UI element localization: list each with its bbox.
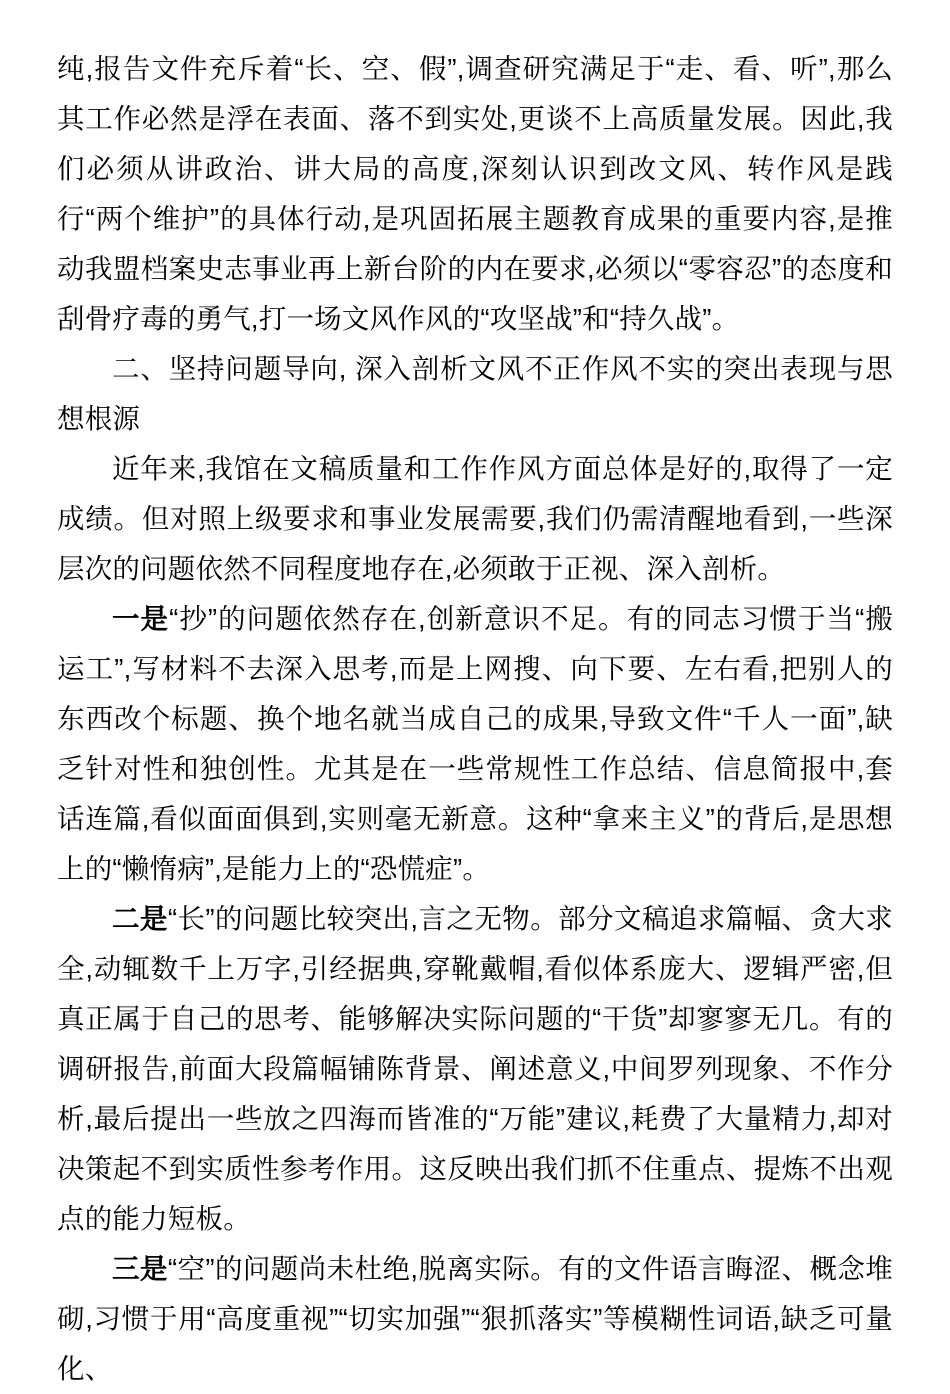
paragraph-point-one [57, 594, 893, 894]
paragraph-lead-label: 二是 [112, 903, 168, 934]
paragraph-text: 近年来,我馆在文稿质量和工作作风方面总体是好的,取得了一定成绩。但对照上级要求和事业发展需要,我们仍需清醒地看到,一些深层次的问题依然不同程度地存在,必须敢于正视、深入剖析。 [57, 453, 893, 584]
paragraph-point-three [57, 1244, 893, 1394]
paragraph-point-two [57, 894, 893, 1244]
paragraph-text: “空”的问题尚未杜绝,脱离实际。有的文件语言晦涩、概念堆砌,习惯于用“高度重视”“切实加强”“狠抓落实”等模糊性词语,缺乏可量化、 [57, 1253, 893, 1384]
paragraph-overview [57, 444, 893, 594]
paragraph-text: 纯,报告文件充斥着“长、空、假”,调查研究满足于“走、看、听”,那么其工作必然是浮在表面、落不到实处,更谈不上高质量发展。因此,我们必须从讲政治、讲大局的高度,深刻认识到改文风、转作风是践行“两个维护”的具体行动,是巩固拓展主题教育成果的重要内容,是推动我盟档案史志事业再上新台阶的内在要求,必须以“零容忍”的态度和刮骨疗毒的勇气,打一场文风作风的“攻坚战”和“持久战”。 [57, 53, 893, 334]
section-heading-two [57, 344, 893, 444]
paragraph-text: “长”的问题比较突出,言之无物。部分文稿追求篇幅、贪大求全,动辄数千上万字,引经据典,穿靴戴帽,看似体系庞大、逻辑严密,但真正属于自己的思考、能够解决实际问题的“干货”却寥寥无几。有的调研报告,前面大段篇幅铺陈背景、阐述意义,中间罗列现象、不作分析,最后提出一些放之四海而皆准的“万能”建议,耗费了大量精力,却对决策起不到实质性参考作用。这反映出我们抓不住重点、提炼不出观点的能力短板。 [57, 903, 893, 1234]
document-body [57, 44, 893, 1394]
paragraph-continuation [57, 44, 893, 344]
paragraph-lead-label: 一是 [112, 603, 170, 634]
section-heading-text: 二、坚持问题导向, 深入剖析文风不正作风不实的突出表现与思想根源 [57, 353, 893, 434]
paragraph-text: “抄”的问题依然存在,创新意识不足。有的同志习惯于当“搬运工”,写材料不去深入思考,而是上网搜、向下要、左右看,把别人的东西改个标题、换个地名就当成自己的成果,导致文件“千人一面”,缺乏针对性和独创性。尤其是在一些常规性工作总结、信息简报中,套话连篇,看似面面俱到,实则毫无新意。这种“拿来主义”的背后,是思想上的“懒惰病”,是能力上的“恐慌症”。 [57, 603, 893, 884]
paragraph-lead-label: 三是 [112, 1253, 168, 1284]
